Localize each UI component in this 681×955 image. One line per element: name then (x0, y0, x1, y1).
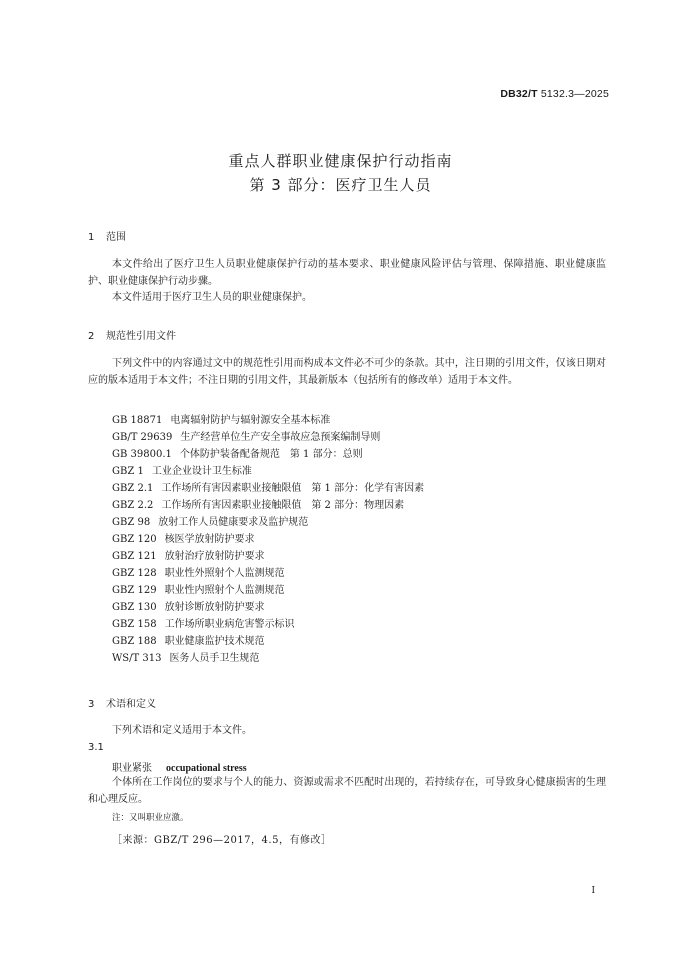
section-1-number: 1 (88, 232, 95, 243)
reference-title: 生产经营单位生产安全事故应急预案编制导则 (180, 432, 381, 443)
section-2-number: 2 (88, 331, 95, 342)
std-number: 5132.3—2025 (537, 88, 609, 100)
reference-item (112, 465, 252, 478)
reference-title: 核医学放射防护要求 (164, 534, 255, 545)
section-2-heading (88, 327, 176, 342)
reference-code: GB/T 29639 (112, 432, 173, 443)
reference-item (112, 431, 380, 444)
term-name-en: occupational stress (166, 763, 247, 774)
reference-title: 放射诊断放射防护要求 (164, 602, 265, 613)
reference-title: 工业企业设计卫生标准 (151, 466, 252, 477)
reference-code: GBZ 188 (112, 636, 157, 647)
reference-title: 放射工作人员健康要求及监护规范 (158, 517, 309, 528)
reference-item (112, 533, 255, 546)
term-note: 注：又叫职业应激。 (112, 813, 189, 823)
reference-title: 个体防护装备配备规范 第 1 部分：总则 (179, 449, 363, 460)
reference-item (112, 618, 295, 631)
page-number: I (591, 886, 595, 896)
reference-code: GBZ 1 (112, 466, 144, 477)
section-1-title: 范围 (106, 232, 126, 243)
reference-code: GBZ 129 (112, 585, 157, 596)
reference-code: GBZ 98 (112, 517, 151, 528)
reference-title: 电离辐射防护与辐射源安全基本标准 (170, 415, 331, 426)
scope-paragraph-2: 本文件适用于医疗卫生人员的职业健康保护。 (112, 292, 312, 303)
term-source: ［来源：GBZ/T 296—2017，4.5，有修改］ (112, 835, 332, 846)
term-name (112, 759, 247, 774)
section-3-number: 3 (88, 699, 95, 710)
reference-code: GBZ 121 (112, 551, 157, 562)
reference-title: 工作场所职业病危害警示标识 (164, 619, 295, 630)
reference-item (112, 499, 404, 512)
section-2-title: 规范性引用文件 (106, 331, 176, 342)
reference-title: 职业健康监护技术规范 (164, 636, 265, 647)
reference-code: GB 39800.1 (112, 449, 172, 460)
term-name-cn: 职业紧张 (112, 763, 152, 774)
reference-title: 职业性外照射个人监测规范 (164, 568, 285, 579)
reference-title: 职业性内照射个人监测规范 (164, 585, 285, 596)
std-prefix: DB (500, 88, 516, 100)
section-3-heading (88, 695, 156, 710)
reference-code: GBZ 2.1 (112, 483, 154, 494)
reference-item (112, 652, 259, 665)
normative-references-intro: 下列文件中的内容通过文中的规范性引用而构成本文件必不可少的条款。其中，注日期的引用文件，仅该日期对应的版本适用于本文件；不注日期的引用文件，其最新版本（包括所有的修改单）适用于本文件。 (88, 358, 606, 386)
reference-title: 放射治疗放射防护要求 (164, 551, 265, 562)
reference-code: GBZ 128 (112, 568, 157, 579)
reference-item (112, 482, 424, 495)
section-1-heading (88, 228, 126, 243)
reference-code: GBZ 158 (112, 619, 157, 630)
reference-item (112, 448, 363, 461)
std-code: 32/T (515, 88, 538, 100)
section-3-title: 术语和定义 (106, 699, 156, 710)
scope-paragraph-1: 本文件给出了医疗卫生人员职业健康保护行动的基本要求、职业健康风险评估与管理、保障措施、职业健康监护、职业健康保护行动步骤。 (88, 259, 606, 287)
reference-code: GBZ 130 (112, 602, 157, 613)
reference-code: GB 18871 (112, 415, 163, 426)
reference-item (112, 584, 285, 597)
term-number: 3.1 (88, 742, 104, 753)
terms-intro: 下列术语和定义适用于本文件。 (112, 725, 252, 736)
reference-code: GBZ 2.2 (112, 500, 154, 511)
reference-title: 医务人员手卫生规范 (169, 653, 260, 664)
reference-title: 工作场所有害因素职业接触限值 第 2 部分：物理因素 (161, 500, 405, 511)
reference-item (112, 601, 265, 614)
reference-item (112, 635, 265, 648)
reference-code: WS/T 313 (112, 653, 162, 664)
standard-number (500, 88, 609, 100)
reference-title: 工作场所有害因素职业接触限值 第 1 部分：化学有害因素 (161, 483, 425, 494)
reference-item (112, 550, 265, 563)
reference-code: GBZ 120 (112, 534, 157, 545)
reference-item (112, 567, 285, 580)
document-title: 重点人群职业健康保护行动指南 (228, 152, 453, 170)
reference-item (112, 516, 308, 529)
document-subtitle: 第 3 部分：医疗卫生人员 (249, 176, 432, 194)
term-definition: 个体所在工作岗位的要求与个人的能力、资源或需求不匹配时出现的，若持续存在，可导致身心健康损害的生理和心理反应。 (88, 777, 606, 805)
reference-item (112, 414, 330, 427)
